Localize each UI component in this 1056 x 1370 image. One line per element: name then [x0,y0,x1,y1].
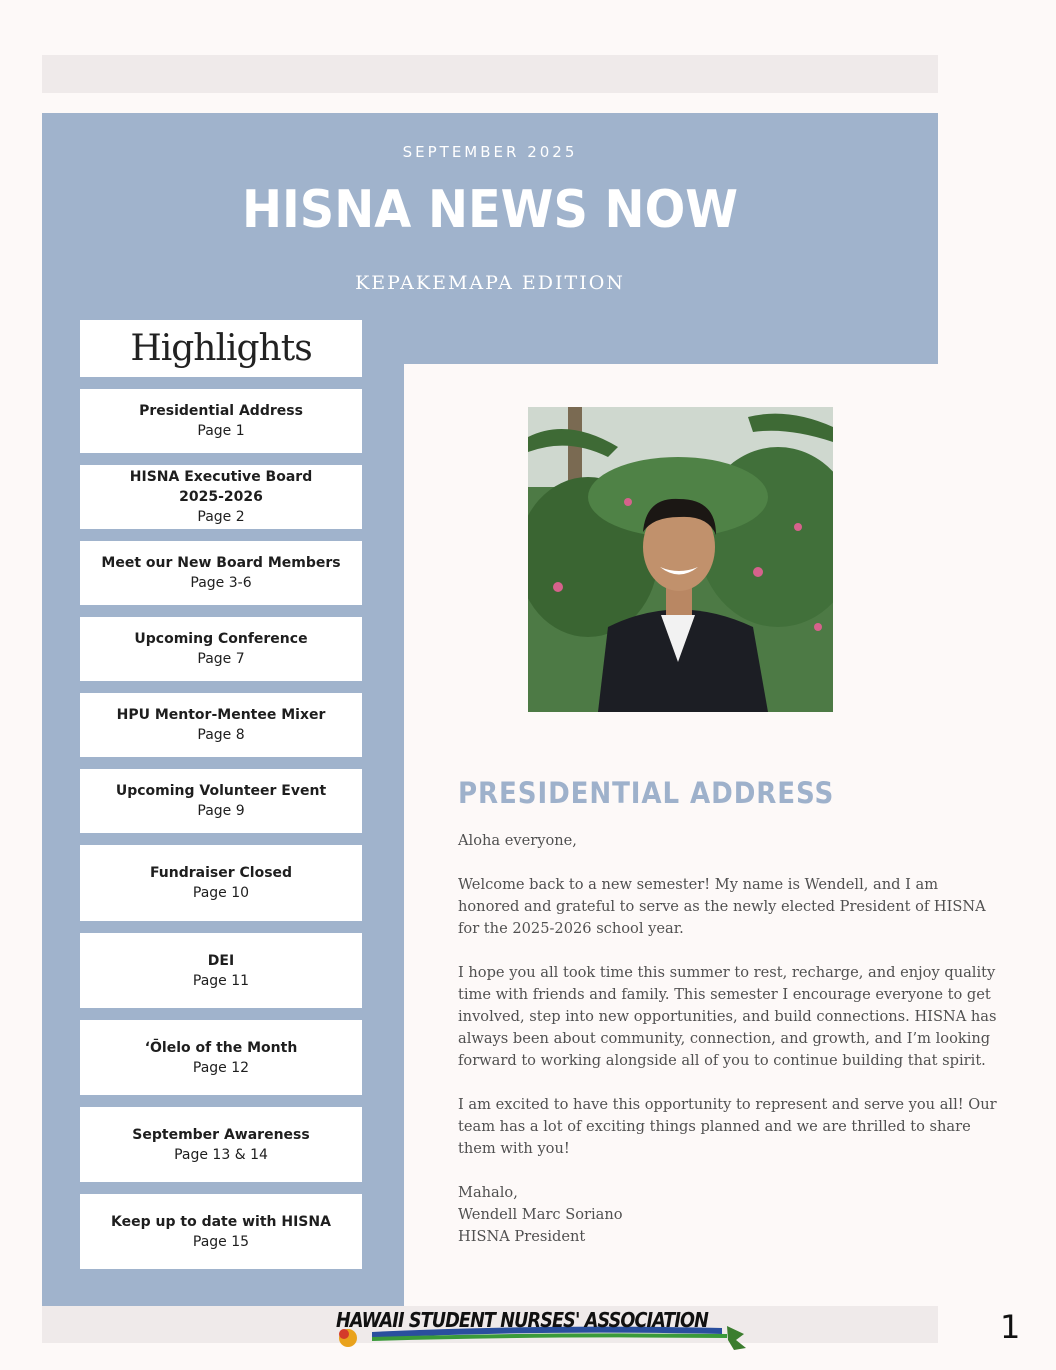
highlight-page: Page 3-6 [190,575,252,591]
newsletter-title: HISNA NEWS NOW [241,180,739,240]
highlight-title: Upcoming Conference [134,631,308,647]
highlight-title: Keep up to date with HISNA [111,1213,331,1230]
address-body [458,830,1003,1248]
highlight-page: Page 2 [197,509,245,525]
highlight-item[interactable] [80,389,362,453]
highlight-title: Upcoming Volunteer Event [115,783,327,799]
highlight-item[interactable] [80,541,362,605]
highlight-item[interactable] [80,845,362,921]
highlight-page: Page 1 [197,423,245,439]
highlight-item[interactable] [80,1194,362,1269]
highlight-page: Page 13 & 14 [174,1146,268,1163]
president-photo [528,407,833,712]
logo-text: HAWAII STUDENT NURSES' ASSOCIATION [336,1308,708,1332]
address-greeting: Aloha everyone, [458,832,577,849]
highlight-title: DEI [207,952,235,969]
highlight-item[interactable] [80,1020,362,1095]
highlight-title: Fundraiser Closed [149,865,293,881]
highlight-page: Page 11 [192,972,250,989]
page-number: 1 [1000,1308,1021,1346]
highlight-title: Meet our New Board Members [101,555,341,571]
address-signature [458,1182,1003,1248]
highlight-item[interactable] [80,693,362,757]
highlight-item[interactable] [80,933,362,1008]
highlight-title-line2: 2025-2026 [179,489,263,505]
highlight-page: Page 8 [197,727,245,743]
association-logo [332,1304,752,1354]
highlight-page: Page 12 [192,1059,250,1076]
signer-name: Wendell Marc Soriano [458,1206,623,1223]
address-closing: Mahalo, [458,1184,518,1201]
address-paragraph: I hope you all took time this summer to rest, recharge, and enjoy quality time with friends and family. This semester I encourage everyone to get involved, step into new opportunities, and build connections. HISNA has always been about community, connection, and growth, and I’m looking forward to working alongside all of you to continue building that spirit. [458,964,997,1069]
address-paragraph: I am excited to have this opportunity to represent and serve you all! Our team has a lot of exciting things planned and we are thrilled to share them with you! [458,1096,997,1157]
highlight-title: Presidential Address [139,403,303,419]
top-band [42,55,938,93]
issue-date: SEPTEMBER 2025 [402,143,578,161]
highlight-item[interactable] [80,617,362,681]
highlight-page: Page 7 [197,651,245,667]
highlight-page: Page 15 [192,1233,250,1250]
highlight-item[interactable] [80,769,362,833]
highlight-title: ʻŌlelo of the Month [144,1039,298,1056]
highlight-item[interactable] [80,1107,362,1182]
highlight-item[interactable] [80,465,362,529]
address-heading: PRESIDENTIAL ADDRESS [458,776,835,810]
highlight-page: Page 9 [197,803,245,819]
address-paragraph: Welcome back to a new semester! My name is Wendell, and I am honored and grateful to serve as the newly elected President of HISNA for the 2025-2026 school year. [458,876,986,937]
signer-role: HISNA President [458,1228,586,1245]
highlight-title: September Awareness [132,1126,310,1143]
highlight-page: Page 10 [192,885,250,901]
highlights-heading: Highlights [80,320,362,377]
highlight-title: HPU Mentor-Mentee Mixer [116,707,326,723]
edition-label: KEPAKEMAPA EDITION [355,272,625,294]
president-portrait-image [528,407,833,712]
highlight-title: HISNA Executive Board [129,469,313,485]
